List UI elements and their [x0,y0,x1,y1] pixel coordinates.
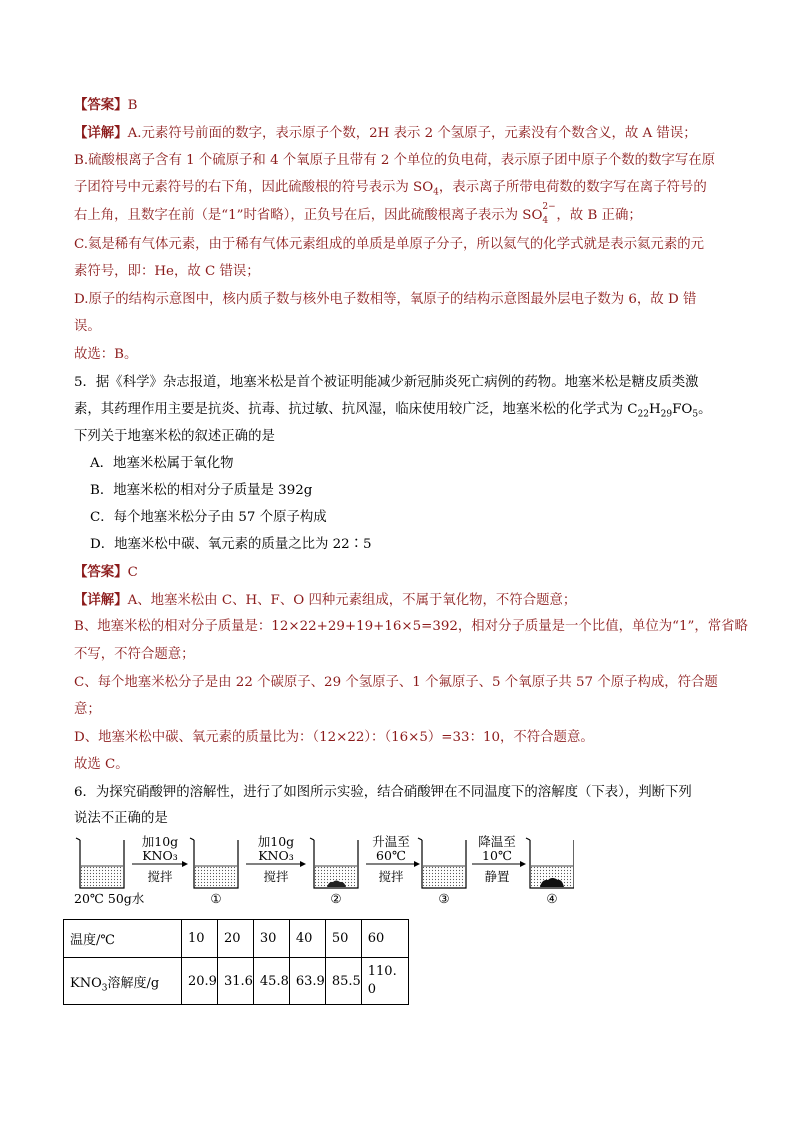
q5-option-d: D．地塞米松中碳、氧元素的质量之比为 22∶5 [90,537,372,552]
subscript: 29 [660,409,673,420]
table-cell: 50 [325,920,361,958]
step-2-bottom: 搅拌 [263,869,289,884]
detail-text: ，故 B 正确； [556,208,642,223]
q4-detail-line-7: D.原子的结构示意图中，核内质子数与核外电子数相等，氧原子的结构示意图最外层电子数为 6，故 D 错 [74,292,697,307]
q5-stem-line-1: 5．据《科学》杂志报道，地塞米松是首个被证明能减少新冠肺炎死亡病例的药物。地塞米松是糖皮质类激 [74,375,699,390]
q5-answer-line [74,563,138,582]
q5-detail-line-6: D、地塞米松中碳、氧元素的质量比为：（12×22）：（16×5）=33：10，不符合题意。 [74,730,594,745]
step-2-mid: KNO₃ [258,848,294,863]
step-3-mid: 60℃ [376,848,406,863]
q5-detail-line-2: B、地塞米松的相对分子质量是：12×22+29+19+16×5=392，相对分子质量是一个比值，单位为“1”，常省略 [74,619,748,634]
table-cell: 31.6 [217,958,253,1005]
table-cell: 10 [182,920,218,958]
q6-stem-line-1: 6．为探究硝酸钾的溶解性，进行了如图所示实验，结合硝酸钾在不同温度下的溶解度（下表），判断下列 [74,785,692,800]
q4-detail-line-2: B.硫酸根离子含有 1 个硫原子和 4 个氧原子且带有 2 个单位的负电荷，表示原子团中原子个数的数字写在原 [74,153,715,168]
solubility-table [63,919,409,1005]
table-cell: 20.9 [182,958,218,1005]
table-header-label: 温度/℃ [64,920,182,958]
step-1-bottom: 搅拌 [147,869,173,884]
table-cell: 30 [253,920,289,958]
step-4-top: 降温至 [478,834,516,849]
beaker-label-1: ① [210,891,222,906]
q5-detail-line-3: 不写，不符合题意； [74,647,195,662]
table-cell: 40 [289,920,325,958]
beaker-label-4: ④ [546,891,558,906]
q5-option-c: C．每个地塞米松分子由 57 个原子构成 [90,510,327,525]
detail-text: ，表示离子所带电荷数的数字写在离子符号的 [438,180,707,195]
table-row [64,958,409,1005]
q5-conclusion: 故选 C。 [74,757,129,772]
subscript: 3 [101,983,108,994]
q4-answer-line [74,96,137,115]
q4-detail-line-1 [74,124,697,143]
q5-detail-line-4: C、每个地塞米松分子是由 22 个碳原子、29 个氢原子、1 个氟原子、5 个氧原子共 57 个原子构成，符合题 [74,675,718,690]
table-cell: 60 [361,920,408,958]
answer-value: C [127,565,138,580]
table-row-label [64,958,182,1005]
answer-value: B [127,98,138,113]
q5-option-b: B．地塞米松的相对分子质量是 392g [90,483,313,498]
detail-text: 子团符号中元素符号的右下角，因此硫酸根的符号表示为 SO [74,180,434,195]
q4-detail-line-6: 素符号，即：He，故 C 错误； [74,264,260,279]
q4-detail-line-5: C.氦是稀有气体元素，由于稀有气体元素组成的单质是单原子分子，所以氦气的化学式就是表示氦元素的元 [74,237,704,252]
q5-detail-line-1 [74,591,576,610]
beaker-label-3: ③ [438,891,450,906]
q4-conclusion: 故选：B。 [74,347,138,362]
answer-tag: 【答案】 [74,97,128,113]
beaker-label-2: ② [330,891,342,906]
q5-stem-line-3: 下列关于地塞米松的叙述正确的是 [74,429,275,444]
beaker-start [76,838,124,888]
beaker-1 [190,838,238,888]
stem-text: H [648,402,661,417]
detail-text: A、地塞米松由 C、H、F、O 四种元素组成，不属于氧化物，不符合题意； [127,593,577,608]
q5-stem-line-2 [74,401,712,419]
table-cell: 45.8 [253,958,289,1005]
q5-option-a: A．地塞米松属于氧化物 [90,456,234,471]
beaker-4 [526,838,574,888]
table-cell: 63.9 [289,958,325,1005]
q5-detail-line-5: 意； [74,702,101,717]
table-cell: 20 [217,920,253,958]
subscript: 5 [692,409,699,420]
detail-tag: 【详解】 [74,592,128,608]
experiment-diagram [74,836,574,914]
table-cell: 110. 0 [361,958,408,1005]
stem-text: 。 [698,402,712,417]
detail-text: A.元素符号前面的数字，表示原子个数，2H 表示 2 个氢原子，元素没有个数含义，故 A 错误； [127,126,697,141]
step-2-top: 加10g [257,834,295,849]
table-cell: 85.5 [325,958,361,1005]
step-3-top: 升温至 [372,834,410,849]
table-row [64,920,409,958]
detail-tag: 【详解】 [74,125,128,141]
subscript: 22 [637,409,649,420]
beaker-2 [310,838,358,888]
step-4-mid: 10℃ [482,848,512,863]
row-label-text: 溶解度/g [107,975,160,991]
stem-text: 素，其药理作用主要是抗炎、抗毒、抗过敏、抗风湿，临床使用较广泛，地塞米松的化学式为 C [74,402,638,417]
stem-text: FO [672,402,693,417]
row-label-text: KNO [70,975,102,991]
q4-detail-line-3 [74,179,707,197]
detail-text: 右上角，且数字在前（是“1”时省略），正负号在后，因此硫酸根离子表示为 SO [74,208,543,223]
q4-detail-line-8: 误。 [74,319,101,334]
beaker-3 [418,838,466,888]
q6-stem-line-2: 说法不正确的是 [74,811,168,826]
answer-tag: 【答案】 [74,564,128,580]
step-1-top: 加10g [141,834,179,849]
step-4-bottom: 静置 [484,869,510,884]
step-3-bottom: 搅拌 [378,869,404,884]
step-1-mid: KNO₃ [142,848,178,863]
q4-detail-line-4: 右上角，且数字在前（是“1”时省略），正负号在后，因此硫酸根离子表示为 SO 2− 4 ，故 B 正确； [74,202,642,226]
start-beaker-label: 20℃ 50g水 [74,891,145,906]
subscript: 4 [433,187,439,198]
